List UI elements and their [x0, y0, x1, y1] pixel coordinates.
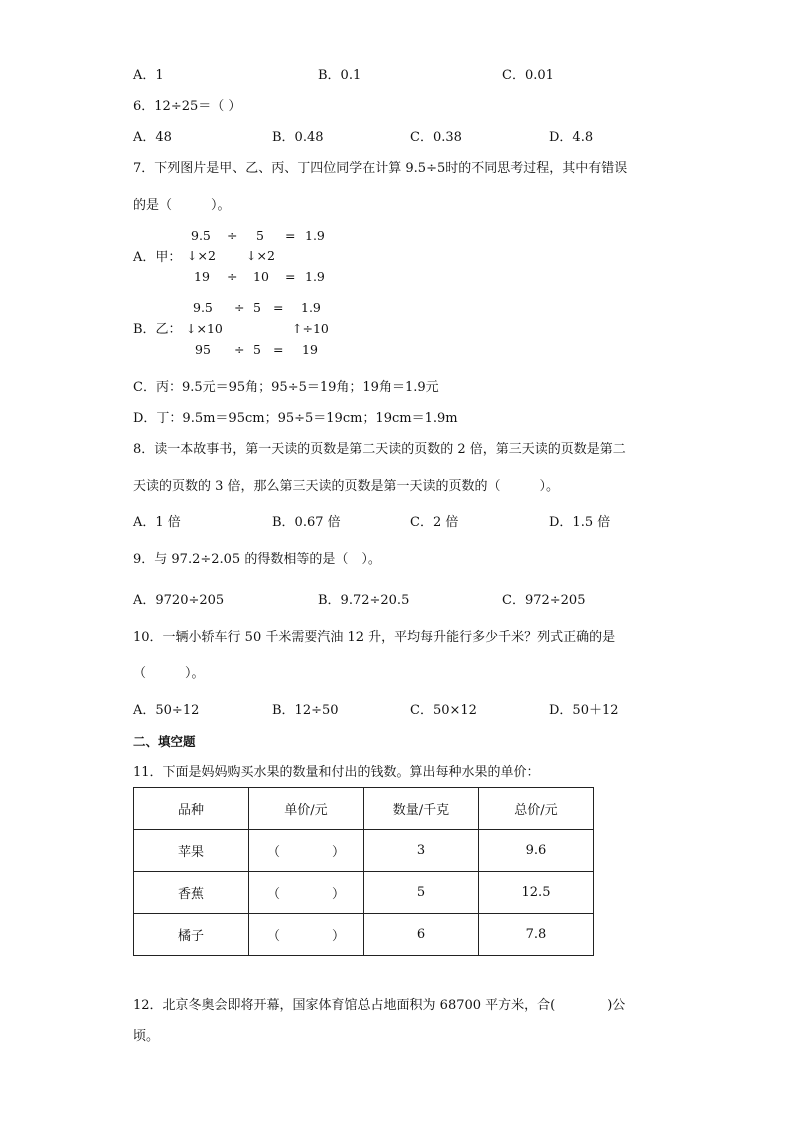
q7-option-c: C．丙：9.5元＝95角；95÷5＝19角；19角＝1.9元 — [133, 380, 439, 395]
q10-option-d: D．50＋12 — [549, 703, 619, 718]
q7-a-top-5: 1.9 — [305, 228, 325, 243]
q6-option-d: D．4.8 — [549, 130, 594, 145]
q7-b-top-1: 9.5 — [193, 300, 213, 315]
q11-stem: 11．下面是妈妈购买水果的数量和付出的钱数。算出每种水果的单价： — [133, 765, 540, 780]
q7-a-bottom-1: 19 — [194, 269, 210, 284]
q7-option-d: D．丁：9.5m＝95cm；95÷5＝19cm；19cm＝1.9m — [133, 411, 458, 426]
q7-a-bottom-5: 1.9 — [305, 269, 325, 284]
q8-stem-line2: 天读的页数的 3 倍，那么第三天读的页数是第一天读的页数的（ ）。 — [133, 479, 560, 494]
cell-quantity: 5 — [364, 872, 479, 914]
cell-quantity: 3 — [364, 830, 479, 872]
cell-variety: 香蕉 — [134, 872, 249, 914]
q7-stem-line2: 的是（ ）。 — [133, 198, 231, 213]
q7-b-top-3: 5 — [253, 300, 261, 315]
q7-b-arrow-1: ↓×10 — [186, 321, 223, 336]
q7-a-bottom-3: 10 — [253, 269, 269, 284]
q9-option-c: C．972÷205 — [502, 593, 586, 608]
q9-option-a: A．9720÷205 — [133, 593, 225, 608]
q7-a-top-3: 5 — [256, 228, 264, 243]
q5-option-b: B．0.1 — [318, 68, 362, 83]
q9-option-b: B．9.72÷20.5 — [318, 593, 410, 608]
q7-option-b-label: B．乙： — [133, 322, 182, 337]
q7-stem-line1: 7．下列图片是甲、乙、丙、丁四位同学在计算 9.5÷5时的不同思考过程，其中有错误 — [133, 161, 628, 176]
cell-total-price: 7.8 — [479, 914, 594, 956]
q7-a-arrow-2: ↓×2 — [246, 248, 275, 263]
q10-option-b: B．12÷50 — [272, 703, 339, 718]
q7-option-a-label: A．甲： — [133, 250, 182, 265]
header-total-price: 总价/元 — [479, 788, 594, 830]
q7-b-bottom-4: = — [273, 342, 284, 357]
table-row — [134, 914, 594, 956]
q6-option-c: C．0.38 — [410, 130, 462, 145]
cell-total-price: 12.5 — [479, 872, 594, 914]
q5-option-c: C．0.01 — [502, 68, 554, 83]
q7-b-bottom-2: ÷ — [234, 342, 245, 357]
q8-option-a: A．1 倍 — [133, 515, 181, 530]
cell-quantity: 6 — [364, 914, 479, 956]
q7-b-top-4: = — [273, 300, 284, 315]
cell-unit-price-blank[interactable]: （ ） — [249, 830, 364, 872]
table-row — [134, 830, 594, 872]
q7-a-arrow-1: ↓×2 — [187, 248, 216, 263]
q6-option-b: B．0.48 — [272, 130, 324, 145]
q7-b-arrow-2: ↑÷10 — [292, 321, 329, 336]
fruit-price-table — [133, 787, 594, 956]
section-heading-fill-in: 二、填空题 — [133, 734, 196, 749]
cell-variety: 橘子 — [134, 914, 249, 956]
q7-a-top-2: ÷ — [227, 228, 238, 243]
q5-option-a: A．1 — [133, 68, 164, 83]
q6-stem: 6．12÷25＝（ ） — [133, 99, 242, 114]
q10-stem-line1: 10．一辆小轿车行 50 千米需要汽油 12 升，平均每升能行多少千米？列式正确的是 — [133, 630, 616, 645]
q7-b-top-2: ÷ — [234, 300, 245, 315]
q8-option-d: D．1.5 倍 — [549, 515, 611, 530]
q7-a-bottom-2: ÷ — [227, 269, 238, 284]
q12-stem-line1: 12．北京冬奥会即将开幕，国家体育馆总占地面积为 68700 平方米，合( )公 — [133, 998, 626, 1013]
cell-total-price: 9.6 — [479, 830, 594, 872]
table-header-row — [134, 788, 594, 830]
q8-stem-line1: 8．读一本故事书，第一天读的页数是第二天读的页数的 2 倍，第三天读的页数是第二 — [133, 442, 626, 457]
q8-option-b: B．0.67 倍 — [272, 515, 341, 530]
q7-b-bottom-5: 19 — [302, 342, 318, 357]
header-unit-price: 单价/元 — [249, 788, 364, 830]
q7-b-bottom-1: 95 — [195, 342, 211, 357]
q7-a-top-1: 9.5 — [191, 228, 211, 243]
cell-variety: 苹果 — [134, 830, 249, 872]
header-quantity: 数量/千克 — [364, 788, 479, 830]
q7-b-top-5: 1.9 — [301, 300, 321, 315]
q9-stem: 9．与 97.2÷2.05 的得数相等的是（ ）。 — [133, 552, 381, 567]
table-row — [134, 872, 594, 914]
q7-a-top-4: = — [285, 228, 296, 243]
q10-stem-line2: （ ）。 — [133, 666, 205, 681]
q10-option-a: A．50÷12 — [133, 703, 200, 718]
q7-b-bottom-3: 5 — [253, 342, 261, 357]
q8-option-c: C．2 倍 — [410, 515, 459, 530]
cell-unit-price-blank[interactable]: （ ） — [249, 914, 364, 956]
q7-a-bottom-4: = — [285, 269, 296, 284]
cell-unit-price-blank[interactable]: （ ） — [249, 872, 364, 914]
q6-option-a: A．48 — [133, 130, 172, 145]
header-variety: 品种 — [134, 788, 249, 830]
q12-stem-line2: 顷。 — [133, 1029, 160, 1044]
q10-option-c: C．50×12 — [410, 703, 477, 718]
